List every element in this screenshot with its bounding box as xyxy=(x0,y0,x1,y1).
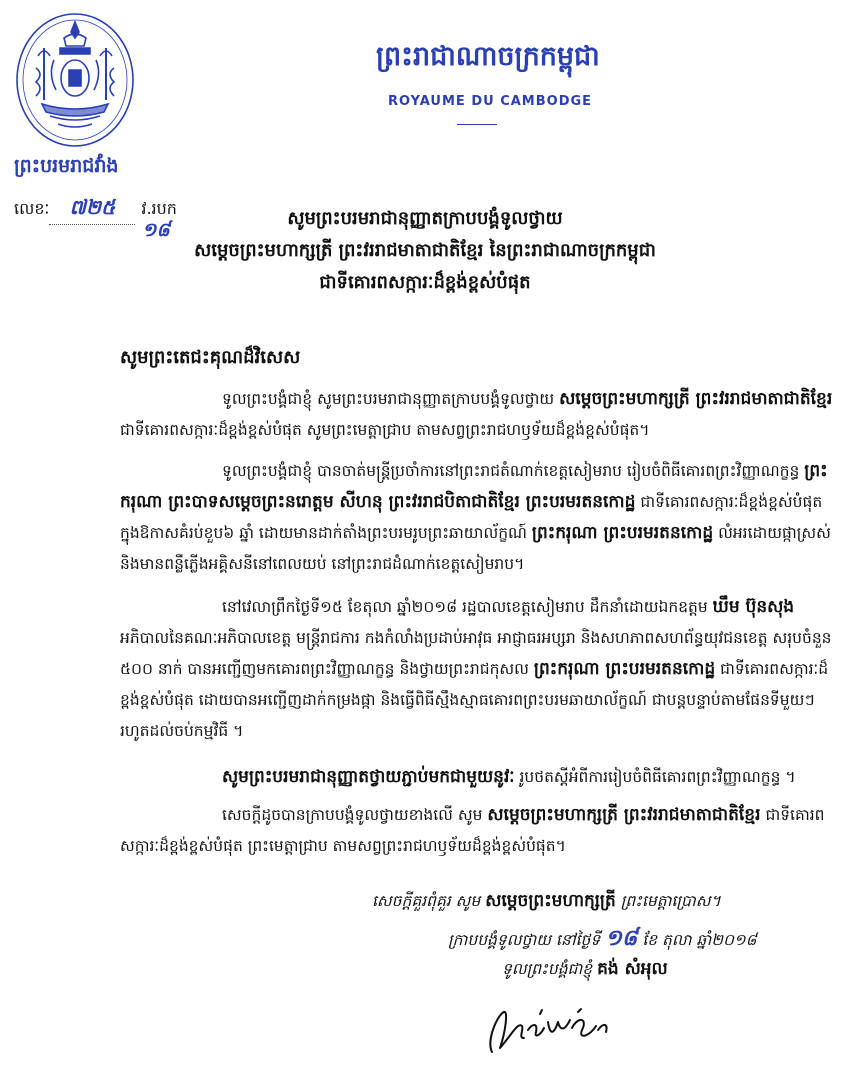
header-divider xyxy=(457,124,497,125)
p5-recipient: សម្តេចព្រះមហាក្សត្រី ព្រះវររាជមាតាជាតិខ្មែរ xyxy=(487,805,761,825)
reference-number-year: ១៨ xyxy=(142,219,170,241)
title-line-3: ជាទីគោរពសក្ការៈដ៏ខ្ពង់ខ្ពស់បំផុត xyxy=(319,272,531,293)
reference-label: លេខៈ xyxy=(14,199,50,218)
p1-recipient: សម្តេចព្រះមហាក្សត្រី ព្រះវររាជមាតាជាតិខ្មែរ xyxy=(559,389,833,409)
salutation: សូមព្រះតេជះគុណដ៏វិសេស xyxy=(120,347,301,368)
p4-attachment-label: សូមព្រះបរមរាជានុញ្ញាតថ្វាយភ្ជាប់មកជាមួយនូវៈ xyxy=(222,767,515,787)
p2-text-e: លំអរដោយផ្កាស្រស់ និងមានពន្លឺភ្លើងអគ្គិសនីនៅពេលយប់ នៅព្រះរាជដំណាក់ខេត្តសៀមរាប។ xyxy=(120,524,831,573)
paragraph-4 xyxy=(222,762,840,793)
kingdom-title-french: ROYAUME DU CAMBODGE xyxy=(388,94,593,109)
p2-honoree: ព្រះករុណា ព្រះបាទសម្តេចព្រះនរោត្តម សីហនុ ព្រះវររាជបិតាជាតិខ្មែរ ព្រះបរមរតនកោដ្ឋ xyxy=(120,461,828,512)
closing-3-signatory: គង់ សំអុល xyxy=(597,959,668,979)
closing-1-a: សេចក្តីគួរពុំគួរ សូម xyxy=(372,892,481,910)
title-line-1: សូមព្រះបរមរាជានុញ្ញាតក្រាបបង្គំទូលថ្វាយ xyxy=(287,208,563,229)
issuing-office: ព្រះបរមរាជវាំង xyxy=(14,155,119,177)
p3-text-e: ជាទីគោរពសក្ការៈដ៏ខ្ពង់ខ្ពស់បំផុត ដោយបានអញ្ជើញដាក់កម្រងផ្កា និងធ្វើពិធីស្មឹងស្មាធគោរពព្រះបរមឆាយាល័ក្ខណ៍ ជាបន្តបន្ទាប់តាមផែនទីមួយៗ រហូតដល់ចប់កម្មវិធី ។ xyxy=(120,660,829,740)
paragraph-3 xyxy=(120,592,840,747)
kingdom-title-khmer: ព្រះរាជាណាចក្រកម្ពុជា xyxy=(376,41,600,72)
closing-2-b: ខែ តុលា ឆ្នាំ២០១៨ xyxy=(642,931,757,949)
p3-governor-name: ឃឹម ប៊ុនសុង xyxy=(712,597,795,617)
closing-line-2 xyxy=(448,924,757,956)
title-line-2: សម្តេចព្រះមហាក្សត្រី ព្រះវររាជមាតាជាតិខ្មែរ នៃព្រះរាជាណាចក្រកម្ពុជា xyxy=(194,240,656,261)
p2-honoree-short: ព្រះករុណា ព្រះបរមរតនកោដ្ឋ xyxy=(531,523,714,543)
handwritten-signature-icon xyxy=(478,1000,628,1062)
closing-3-a: ទូលព្រះបង្គំជាខ្ញុំ xyxy=(502,960,593,978)
p3-honoree: ព្រះករុណា ព្រះបរមរតនកោដ្ឋ xyxy=(533,659,716,679)
p5-text-a: សេចក្តីដូចបានក្រាបបង្គំទូលថ្វាយខាងលើ សូម xyxy=(222,806,483,824)
paragraph-2 xyxy=(120,456,840,580)
p5-text-c: ជាទីគោរពសក្ការៈដ៏ខ្ពង់ខ្ពស់បំផុត ព្រះមេត្តាជ្រាប តាមសព្វព្រះរាជហឫទ័យដ៏ខ្ពង់ខ្ពស់បំផុត។ xyxy=(120,806,825,855)
paragraph-1 xyxy=(120,384,840,446)
closing-line-3 xyxy=(502,958,668,983)
p2-text-a: ទូលព្រះបង្គំជាខ្ញុំ បានចាត់មន្ត្រីប្រចាំការនៅព្រះរាជតំណាក់ខេត្តសៀមរាប រៀបចំពិធីគោរពព្រះវិញ្ញាណក្ខន្ធ xyxy=(222,462,800,480)
closing-1-c: ព្រះមេត្តាប្រោស។ xyxy=(620,892,721,910)
closing-2-day: ១៨ xyxy=(605,926,638,951)
closing-2-a: ក្រាបបង្គំទូលថ្វាយ នៅថ្ងៃទី xyxy=(448,931,601,949)
p4-attachment-text: រូបថតស្តីអំពីការរៀបចំពិធីគោរពព្រះវិញ្ញាណក្ខន្ធ ។ xyxy=(519,768,796,786)
royal-coat-of-arms-icon xyxy=(14,8,136,148)
p3-text-c: អភិបាលនៃគណៈអភិបាលខេត្ត មន្ត្រីរាជការ កងកំលាំងប្រដាប់អាវុធ អាជ្ញាធរអប្សរា និងសហភាពសហព័ន្ធយុវជនខេត្ត សរុបចំនួន ៥០០ នាក់ បានអញ្ជើញមកគោរពព្រះវិញ្ញាណក្ខន្ធ និងថ្វាយព្រះរាជកុសល xyxy=(120,629,832,678)
closing-1-recipient: សម្តេចព្រះមហាក្សត្រី xyxy=(485,891,616,911)
p3-text-a: នៅវេលាព្រឹកថ្ងៃទី១៥ ខែតុលា ឆ្នាំ២០១៨ រដ្ឋបាលខេត្តសៀមរាប ដឹកនាំដោយឯកឧត្តម xyxy=(222,598,708,616)
p2-text-c: ជាទីគោរពសក្ការៈដ៏ខ្ពង់ខ្ពស់បំផុត ក្នុងឱកាសគំរប់ខួប៦ ឆ្នាំ ដោយមានដាក់តាំងព្រះបរមរូបព្រះឆាយាល័ក្ខណ៍ xyxy=(120,493,823,542)
reference-suffix: វ.របក xyxy=(141,199,177,218)
paragraph-5 xyxy=(120,800,840,862)
p1-text-c: ជាទីគោរពសក្ការៈដ៏ខ្ពង់ខ្ពស់បំផុត សូមព្រះមេត្តាជ្រាប តាមសព្វព្រះរាជហឫទ័យដ៏ខ្ពង់ខ្ពស់បំផុត។ xyxy=(120,421,650,439)
closing-line-1 xyxy=(372,890,721,915)
p1-text-a: ទូលព្រះបង្គំជាខ្ញុំ សូមព្រះបរមរាជានុញ្ញាតក្រាបបង្គំទូលថ្វាយ xyxy=(222,390,555,408)
reference-number-value: ៧២៥ xyxy=(69,195,116,219)
